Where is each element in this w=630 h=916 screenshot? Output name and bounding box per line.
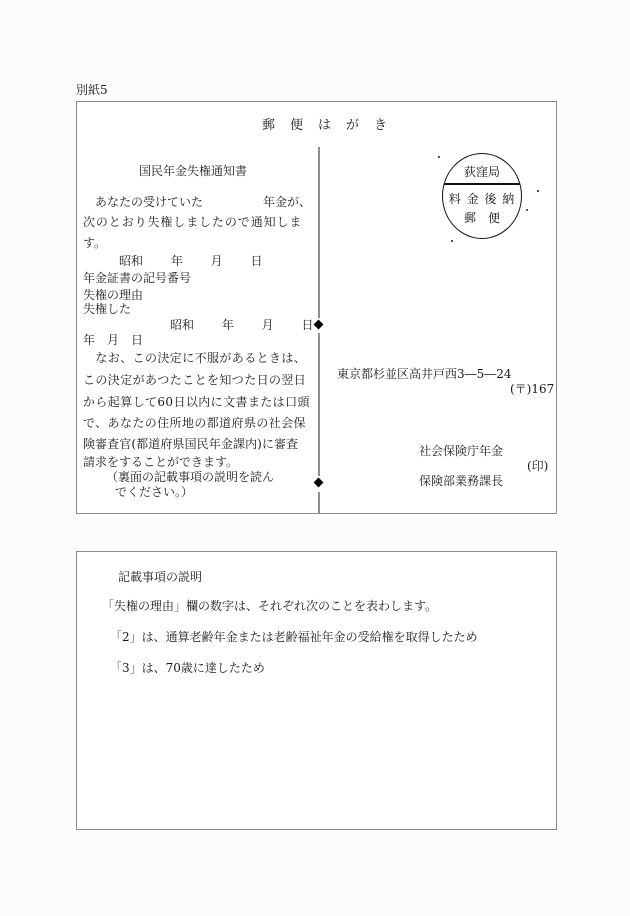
notice-title: 国民年金失権通知書: [139, 164, 248, 178]
explanation-item: 「2」は、通算老齢年金または老齢福祉年金の受給権を取得したため: [110, 630, 478, 644]
sender-line: 社会保険庁年金: [419, 444, 504, 458]
postal-code: (〒)167: [510, 382, 555, 396]
postage-paid-stamp: [442, 153, 522, 239]
stamp-speck: [537, 190, 539, 192]
appeal-line: なお、この決定に不服があるときは、: [83, 351, 307, 365]
field-certificate-number: 年金証書の記号番号: [83, 271, 192, 285]
explanation-title: 記載事項の説明: [118, 570, 203, 584]
appeal-line: から起算して60日以内に文書または口頭: [83, 395, 310, 409]
field-lost: 失権した: [83, 302, 132, 316]
seal-mark: (印): [527, 459, 549, 473]
stamp-speck: [438, 156, 440, 158]
fold-divider-middle: [318, 333, 320, 476]
stamp-office: 荻窪局: [463, 165, 500, 179]
appeal-line: この決定があつたことを知つた日の翌日: [83, 373, 307, 387]
explanation-item: 「3」は、70歳に達したため: [110, 661, 265, 675]
postcard-header: 郵 便 は が き: [262, 118, 389, 133]
notice-date-line: 昭和 年 月 日: [83, 254, 263, 268]
stamp-divider: [443, 183, 521, 185]
appeal-line: 険審査官(都道府県国民年金課内)に審査: [83, 437, 299, 451]
notice-intro-line: 次のとおり失権しましたので通知しま: [83, 215, 303, 229]
reverse-note-line: でください。）: [115, 485, 194, 499]
fold-divider-upper: [318, 147, 320, 318]
stamp-speck: [526, 209, 528, 211]
appeal-line: 請求をすることができます。: [83, 455, 239, 469]
stamp-line1: 料 金 後 納: [448, 192, 516, 206]
reverse-note-line: （裏面の記載事項の説明を読ん: [106, 470, 275, 484]
stamp-line2: 郵 便: [463, 211, 500, 225]
notice-intro-line: あなたの受けていた 年金が、: [83, 195, 312, 209]
notice-intro-line: す。: [83, 236, 107, 250]
fold-divider-lower: [318, 492, 320, 513]
recipient-address: 東京都杉並区高井戸西3―5―24: [337, 367, 512, 381]
sender-line: 保険部業務課長: [419, 474, 504, 488]
stamp-speck: [451, 240, 453, 242]
lost-date-era: 昭和 年 月 日: [170, 318, 314, 332]
appeal-line: で、あなたの住所地の都道府県の社会保: [83, 416, 306, 430]
attachment-label: 別紙5: [76, 83, 108, 97]
field-reason: 失権の理由: [83, 288, 144, 302]
explanation-intro: 「失権の理由」欄の数字は、それぞれ次のことを表わします。: [102, 599, 438, 613]
lost-date-ymd: 年 月 日: [83, 333, 144, 347]
explanation-box: [76, 551, 557, 830]
